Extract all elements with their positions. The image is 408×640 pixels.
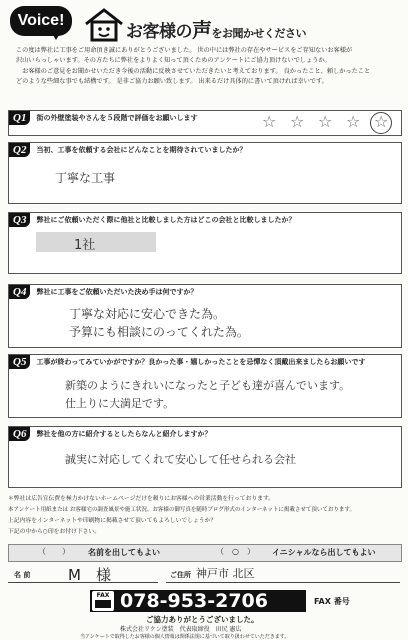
question-2-header <box>9 143 246 157</box>
question-4-tag: Q4 <box>9 285 30 299</box>
question-6-tag: Q6 <box>9 427 30 441</box>
question-4-text: 弊社に工事をご依頼いただいた決め手は何ですか？ <box>36 288 198 296</box>
question-4-answer-line-2: 予算にも相談にのってくれた為。 <box>69 325 249 339</box>
question-3-tag: Q3 <box>9 213 30 227</box>
question-6-text: 弊社を他の方に紹介するとしたらなんと紹介しますか？ <box>36 430 212 438</box>
name-label: 名 前 <box>14 571 31 579</box>
question-4-header <box>9 285 197 299</box>
footer-note-2: 本アンケート用紙または お客様宅の調査風景や施工状況、お客様の御写真を随時ブログ形式のインターネットに掲載させて頂いております。 <box>8 507 355 513</box>
question-2-answer: 丁寧な工事 <box>55 171 116 185</box>
question-1-header <box>9 111 197 125</box>
question-5-answer-line-1: 新築のようにきれいになったと子ども達が喜んでいます。 <box>65 379 351 392</box>
fax-icon: FAX <box>92 591 114 611</box>
question-2-tag: Q2 <box>9 143 30 157</box>
question-4-answer-line-1: 丁寧な対応に安心できた為。 <box>69 307 226 321</box>
rating-selected-circle <box>370 112 392 134</box>
company-info: 株式会社リケン塗装 代表取締役 田尻 憲広 <box>120 626 242 633</box>
footer-note-1: ＊弊社は広告宣伝費を極力かけないホームページだけを頼りにお客様への営業活動を行っております。 <box>8 496 275 502</box>
question-2-box <box>8 142 402 204</box>
rating-star-2: ☆ <box>290 112 305 131</box>
name-value: M 様 <box>68 566 111 584</box>
fax-number: 078-953-2706 <box>120 590 268 612</box>
voice-badge <box>10 6 72 36</box>
footer-note-4: 下記の中から○印をお付け下さい。 <box>8 529 101 535</box>
consent-option-initial-mark[interactable]: （ ○ ） <box>216 547 255 556</box>
consent-option-name-mark[interactable]: （ ） <box>38 547 70 556</box>
question-6-answer: 誠実に対応してくれて安心して任せられる会社 <box>65 453 296 466</box>
house-icon <box>84 8 124 42</box>
question-1-text: 街の外壁塗装やさんを５段階で評価をお願いします <box>36 114 198 122</box>
question-3-header <box>9 213 295 227</box>
consent-option-initial-text: イニシャルなら出してもよい <box>272 548 376 557</box>
footer-note-3: 上記内容をインターネットや印刷物に掲載させて頂いてもよろしいでしょうか？ <box>8 518 217 524</box>
question-5-tag: Q5 <box>9 355 30 369</box>
question-5-box <box>8 354 402 418</box>
answer-highlight-box <box>36 232 156 252</box>
title-part-b: 声 <box>192 18 212 42</box>
voice-badge-tail <box>50 30 62 40</box>
question-3-answer: 1社 <box>74 238 96 253</box>
question-2-text: 当初、工事を依頼する会社にどんなことを期待されていましたか？ <box>36 146 247 154</box>
rating-star-5: ☆ <box>374 112 389 131</box>
question-6-header <box>9 427 211 441</box>
intro-text: この度は弊社に工事をご用命頂き誠にありがとうございました。 世の中には弊社の存在やサービスをご存知ないお客様が 沢山いらっしゃいます。その方たちに弊社をよりよく知って頂くためのアンケートにご協力頂けないでしょうか。 お客様のご意見をお聞かせいただき今後の活動に反映させていただきたいと考えております。 良かったこと、頼しかったこと どのような些細な事でも結構です。 是非ご協力お願い致します。 出来るだけ具体的に書いて頂ければ幸いです。 <box>16 47 371 86</box>
question-5-header <box>9 355 365 369</box>
question-5-text: 工事が終わってみていかがですか？良かった事・嬉しかったことを忌憚なく頂戴出来ましたらお願いです <box>36 358 366 366</box>
page-title <box>126 14 306 43</box>
voice-label: Voice! <box>17 12 65 29</box>
rating-star-4: ☆ <box>346 112 361 131</box>
consent-option-name-text: 名前を出してもよい <box>88 548 160 557</box>
name-underline <box>8 582 158 583</box>
title-part-c: をお聞かせください <box>211 27 306 40</box>
address-label: ご住所 <box>170 571 191 579</box>
question-3-text: 弊社にご依頼いただく際に他社と比較しました方はどこの会社と比較しましたか？ <box>36 216 296 224</box>
question-6-box <box>8 426 402 488</box>
question-4-box <box>8 284 402 348</box>
address-underline <box>166 582 400 583</box>
thanks-message: ご協力ありがとうございました。 <box>146 615 259 624</box>
address-value: 神戸市 北区 <box>196 567 255 580</box>
privacy-disclaimer: 当アンケートで取得したお客様の個人情報は関係法規に基づいて取り扱わせていただきます。 <box>80 634 290 640</box>
rating-star-3: ☆ <box>318 112 333 131</box>
question-1-tag: Q1 <box>9 111 30 125</box>
title-part-a: お客様の <box>126 22 192 42</box>
question-1-box <box>8 110 402 136</box>
question-5-answer-line-2: 仕上りに大満足です。 <box>65 397 175 410</box>
rating-star-1: ☆ <box>262 112 277 131</box>
fax-label: FAX 番号 <box>314 597 350 606</box>
